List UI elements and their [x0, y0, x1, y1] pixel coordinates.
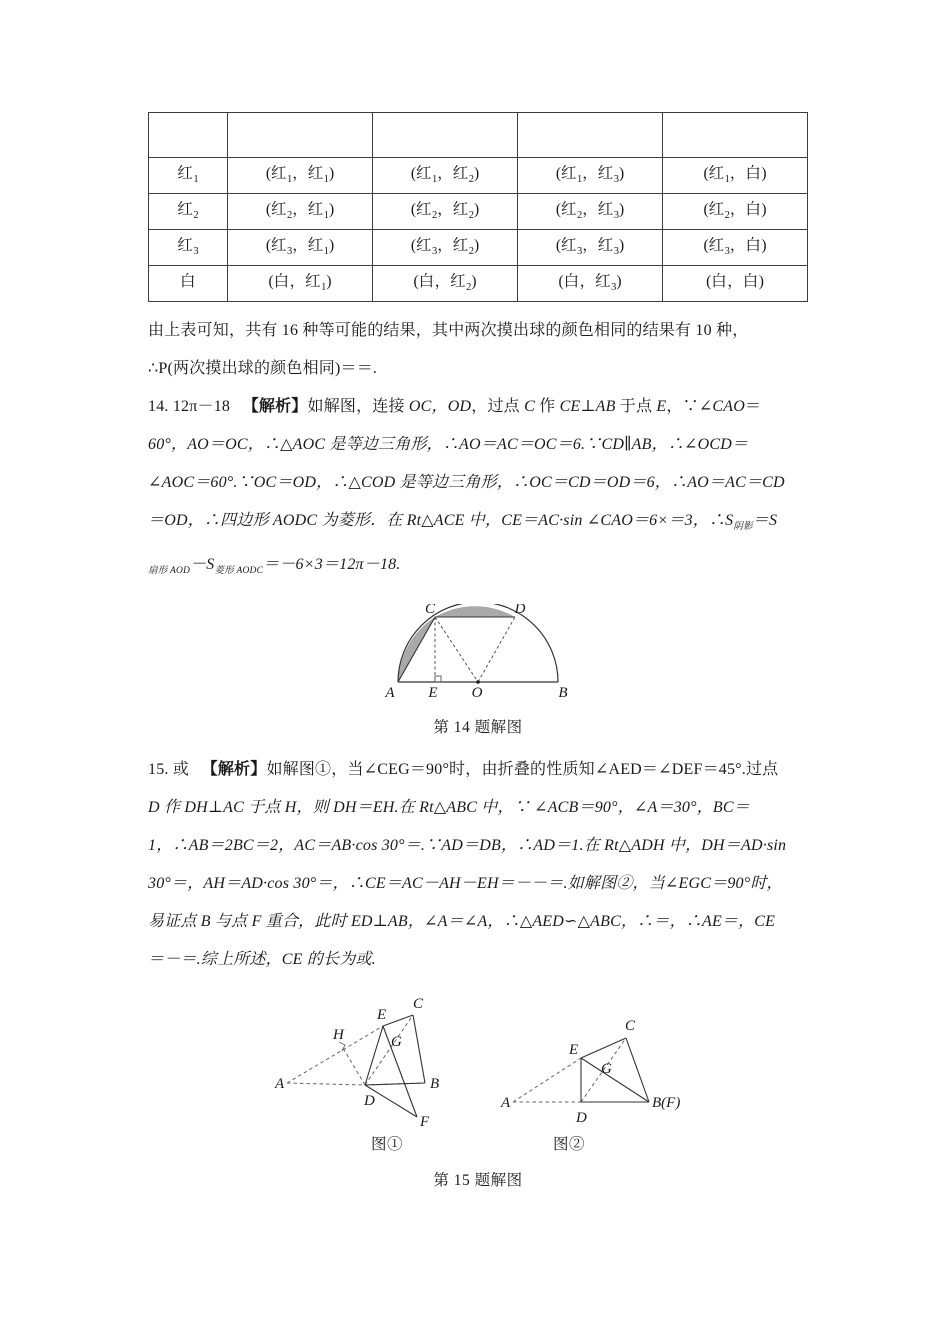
row-label-text: 红 [177, 164, 193, 182]
fold-diagram-1-svg [265, 993, 465, 1128]
cell-mid: ，红 [582, 236, 614, 254]
cell-close: ) [761, 200, 767, 218]
prob15-figure-caption: 第 15 题解图 [433, 1172, 523, 1190]
table-cell [663, 230, 808, 266]
cell-open: (红 [265, 200, 287, 218]
prob14-t1i: ，∵∠ [666, 398, 713, 415]
cell-close: ) [474, 236, 480, 254]
prob15-fig2-caption: 图② [553, 1136, 586, 1154]
table-header-cell-4 [663, 113, 808, 158]
cell-close: ) [761, 164, 767, 182]
cell-open: (红 [265, 164, 287, 182]
prob15-figures-row [148, 993, 808, 1128]
cell-open: (红 [555, 164, 577, 182]
table-cell [228, 266, 373, 302]
cell-close: ) [758, 272, 764, 290]
cell-open: (红 [555, 236, 577, 254]
segment-od-dashed [478, 617, 515, 682]
prob14-t1b: OC，OD [408, 398, 472, 415]
prob14-t1c: ，过点 [471, 398, 525, 415]
prob15-line6: ＝－＝.综上所述，CE 的长为或. [148, 951, 376, 969]
label-b: B [558, 685, 568, 700]
cell-mid: ，红 [292, 236, 324, 254]
center-point-o [476, 681, 480, 685]
label-a: A [385, 685, 395, 700]
cell-sub1: 2 [286, 209, 293, 221]
cell-open: (红 [410, 200, 432, 218]
row-label [149, 158, 228, 194]
cell-sub1: 2 [576, 209, 583, 221]
prob15-answer: 或 [172, 761, 190, 779]
cell-sub2: 2 [466, 281, 472, 293]
segment-ad-dashed-1 [287, 1083, 365, 1085]
cell-mid: ，白 [729, 236, 761, 254]
table-cell [373, 266, 518, 302]
cell-mid: ，红 [579, 272, 611, 290]
prob13-conclusion-line2: ∴P(两次摸出球的颜色相同)＝＝. [148, 360, 378, 377]
cell-mid: ，白 [727, 272, 759, 290]
row-label-sub: 2 [193, 209, 199, 221]
row-label-sub: 1 [193, 173, 199, 185]
prob15-analysis-tag: 【解析】 [201, 761, 267, 779]
table-cell [518, 158, 663, 194]
prob14-l5-sub2: 菱形 AODC [214, 566, 264, 577]
cell-sub2: 1 [321, 281, 327, 293]
prob14-number: 14. [148, 398, 169, 415]
cell-sub2: 3 [613, 245, 619, 257]
label-e-2: E [569, 1042, 579, 1059]
cell-close: ) [326, 272, 332, 290]
cell-mid: ，红 [434, 272, 466, 290]
cell-open: (白 [558, 272, 580, 290]
prob15-line3: 1，∴AB＝2BC＝2，AC＝AB·cos 30°＝.∵AD＝DB，∴AD＝1.在 Rt△ADH 中，DH＝AD·sin [148, 837, 787, 855]
cell-sub2: 3 [611, 281, 617, 293]
table-row [149, 266, 808, 302]
prob14-t1j: CAO [712, 398, 746, 415]
cell-open: (白 [706, 272, 727, 290]
cell-mid: ，红 [437, 236, 469, 254]
cell-close: ) [474, 164, 480, 182]
label-a-1: A [275, 1076, 285, 1093]
cell-close: ) [619, 236, 625, 254]
cell-close: ) [616, 272, 622, 290]
label-g-2: G [601, 1061, 612, 1078]
cell-open: (红 [410, 236, 432, 254]
prob15-figure-captions [148, 1132, 808, 1154]
right-angle-mark-e [435, 676, 441, 682]
semicircle-diagram-svg [373, 604, 583, 699]
cell-open: (白 [268, 272, 290, 290]
cell-sub1: 2 [724, 209, 730, 221]
segment-dh-dashed-1 [343, 1048, 365, 1085]
label-a-2: A [501, 1095, 511, 1112]
prob14-l4-end: ＝S [752, 512, 778, 529]
cell-close: ) [329, 236, 335, 254]
cell-close: ) [474, 200, 480, 218]
segment-db-1 [365, 1083, 425, 1085]
cell-close: ) [619, 200, 625, 218]
table-cell [663, 158, 808, 194]
cell-close: ) [329, 164, 335, 182]
cell-mid: ，红 [292, 164, 324, 182]
row-label [149, 194, 228, 230]
table-cell [228, 230, 373, 266]
cell-sub1: 3 [724, 245, 730, 257]
prob14-t1a: 如解图，连接 [307, 398, 409, 415]
prob14-figure [148, 604, 808, 699]
label-o: O [471, 685, 483, 700]
row-label-text: 白 [179, 272, 196, 290]
label-f-1: F [420, 1114, 430, 1129]
prob15-l1-text: 如解图①，当∠CEG＝90°时，由折叠的性质知∠AED＝∠DEF＝45°.过点 [266, 761, 779, 779]
table-cell [518, 230, 663, 266]
cell-mid: ，白 [729, 200, 761, 218]
table-header-cell-1 [228, 113, 373, 158]
prob14-t1h: E [656, 398, 667, 415]
prob14-line4 [148, 502, 808, 546]
table-cell [663, 266, 808, 302]
prob15-fig1-caption: 图① [370, 1136, 403, 1154]
row-label [149, 230, 228, 266]
segment-ec-1 [383, 1015, 413, 1026]
cell-sub1: 2 [431, 209, 438, 221]
table-cell [228, 158, 373, 194]
segment-eb-2 [581, 1058, 649, 1102]
outcomes-table-body [149, 113, 808, 302]
prob14-l5-b: ＝－6×3＝12π－18. [263, 556, 401, 574]
prob14-analysis-tag: 【解析】 [242, 398, 308, 415]
table-cell [373, 194, 518, 230]
table-row [149, 194, 808, 230]
label-d: D [514, 604, 526, 618]
cell-sub1: 3 [576, 245, 583, 257]
table-header-cell-2 [373, 113, 518, 158]
cell-mid: ，红 [582, 164, 614, 182]
cell-open: (红 [703, 200, 725, 218]
prob15-number: 15. [148, 761, 169, 779]
prob13-conclusion-line1: 由上表可知，共有 16 种等可能的结果，其中两次摸出球的颜色相同的结果有 10 种， [148, 322, 749, 339]
table-row [149, 158, 808, 194]
cell-sub1: 1 [286, 173, 293, 185]
cell-mid: ，红 [292, 200, 324, 218]
prob14-l4-main: ＝OD，∴四边形 AODC 为菱形．在 Rt△ACE 中，CE＝AC·sin ∠CAO＝6×＝3，∴S [148, 512, 734, 529]
cell-sub2: 2 [468, 209, 474, 221]
row-label-sub: 3 [193, 245, 199, 257]
prob14-line3: ∠AOC＝60°.∵OC＝OD，∴△COD 是等边三角形，∴OC＝CD＝OD＝6，∴AO＝AC＝CD [148, 474, 785, 491]
prob14-l4-sub: 阴影 [733, 522, 753, 533]
table-header-cell-0 [149, 113, 228, 158]
prob14-answer: 12π－18 [172, 398, 231, 415]
prob14-line1 [148, 388, 808, 426]
prob15-line5: 易证点 B 与点 F 重合，此时 ED⊥AB，∠A＝∠A，∴△AED∽△ABC，∴＝，∴AE＝，CE [148, 913, 776, 931]
cell-open: (红 [703, 164, 725, 182]
prob14-t1d: C [524, 398, 535, 415]
prob15-line1 [148, 751, 808, 789]
prob15-line4: 30°＝，AH＝AD·cos 30°＝，∴CE＝AC－AH－EH＝－－＝.如解图②，当∠EGC＝90°时， [148, 875, 783, 893]
page-content [148, 112, 808, 1190]
prob14-t1k: ＝ [745, 398, 762, 415]
table-cell [228, 194, 373, 230]
prob14-line2: 60°，AO＝OC，∴△AOC 是等边三角形，∴AO＝AC＝OC＝6.∵CD∥AB，∴∠OCD＝ [148, 436, 749, 453]
segment-ae-dashed-2 [513, 1058, 581, 1102]
table-cell [373, 158, 518, 194]
cell-mid: ，红 [289, 272, 321, 290]
prob14-t1f: CE⊥AB [559, 398, 616, 415]
row-label-text: 红 [177, 200, 193, 218]
cell-mid: ，红 [437, 200, 469, 218]
fold-diagram-2-svg [491, 1010, 691, 1128]
cell-sub2: 1 [323, 209, 329, 221]
outcomes-table [148, 112, 808, 302]
label-c-1: C [413, 996, 424, 1013]
cell-open: (红 [410, 164, 432, 182]
cell-mid: ，红 [437, 164, 469, 182]
cell-mid: ，白 [729, 164, 761, 182]
cell-sub2: 2 [468, 173, 474, 185]
cell-close: ) [619, 164, 625, 182]
label-g-1: G [391, 1034, 402, 1051]
segment-co-dashed [435, 617, 478, 682]
prob14-figure-caption: 第 14 题解图 [433, 719, 523, 737]
cell-close: ) [471, 272, 477, 290]
segment-cb-2 [626, 1038, 649, 1102]
prob14-t1e: 作 [534, 398, 560, 415]
cell-sub1: 1 [431, 173, 438, 185]
cell-sub1: 3 [286, 245, 293, 257]
table-row [149, 230, 808, 266]
table-cell [663, 194, 808, 230]
cell-mid: ，红 [582, 200, 614, 218]
cell-sub2: 2 [468, 245, 474, 257]
table-cell [518, 266, 663, 302]
label-c: C [424, 604, 436, 618]
cell-close: ) [329, 200, 335, 218]
cell-open: (红 [555, 200, 577, 218]
prob15-line2: D 作 DH⊥AC 于点 H，则 DH＝EH.在 Rt△ABC 中，∵ ∠ACB＝90°，∠A＝30°，BC＝ [148, 799, 750, 817]
cell-open: (红 [265, 236, 287, 254]
row-label-sub [196, 282, 197, 293]
label-h-1: H [333, 1027, 344, 1044]
segment-cb-1 [413, 1015, 425, 1083]
table-header-cell-3 [518, 113, 663, 158]
segment-dc-dashed-1 [365, 1015, 413, 1085]
cell-close: ) [761, 236, 767, 254]
table-cell [373, 230, 518, 266]
table-header-row [149, 113, 808, 158]
cell-sub2: 1 [323, 173, 329, 185]
cell-sub1: 1 [724, 173, 730, 185]
label-b-1: B [430, 1076, 440, 1093]
cell-open: (白 [413, 272, 435, 290]
label-e: E [428, 685, 438, 700]
label-d-1: D [364, 1093, 375, 1110]
table-cell [518, 194, 663, 230]
label-bf-2: B(F) [652, 1095, 681, 1112]
row-label-text: 红 [177, 236, 193, 254]
cell-open: (红 [703, 236, 725, 254]
label-d-2: D [576, 1110, 587, 1127]
cell-sub2: 3 [613, 209, 619, 221]
segment-ac [398, 617, 435, 682]
prob14-line5 [148, 546, 808, 590]
cell-sub2: 1 [323, 245, 329, 257]
cell-sub1: 3 [431, 245, 438, 257]
row-label [149, 266, 228, 302]
label-e-1: E [377, 1007, 387, 1024]
prob14-l5-sub1: 扇形 AOD [148, 566, 191, 577]
prob14-l5-a: －S [190, 556, 215, 574]
prob14-t1g: 于点 [615, 398, 657, 415]
cell-sub2: 3 [613, 173, 619, 185]
label-c-2: C [625, 1018, 636, 1035]
cell-sub1: 1 [576, 173, 583, 185]
